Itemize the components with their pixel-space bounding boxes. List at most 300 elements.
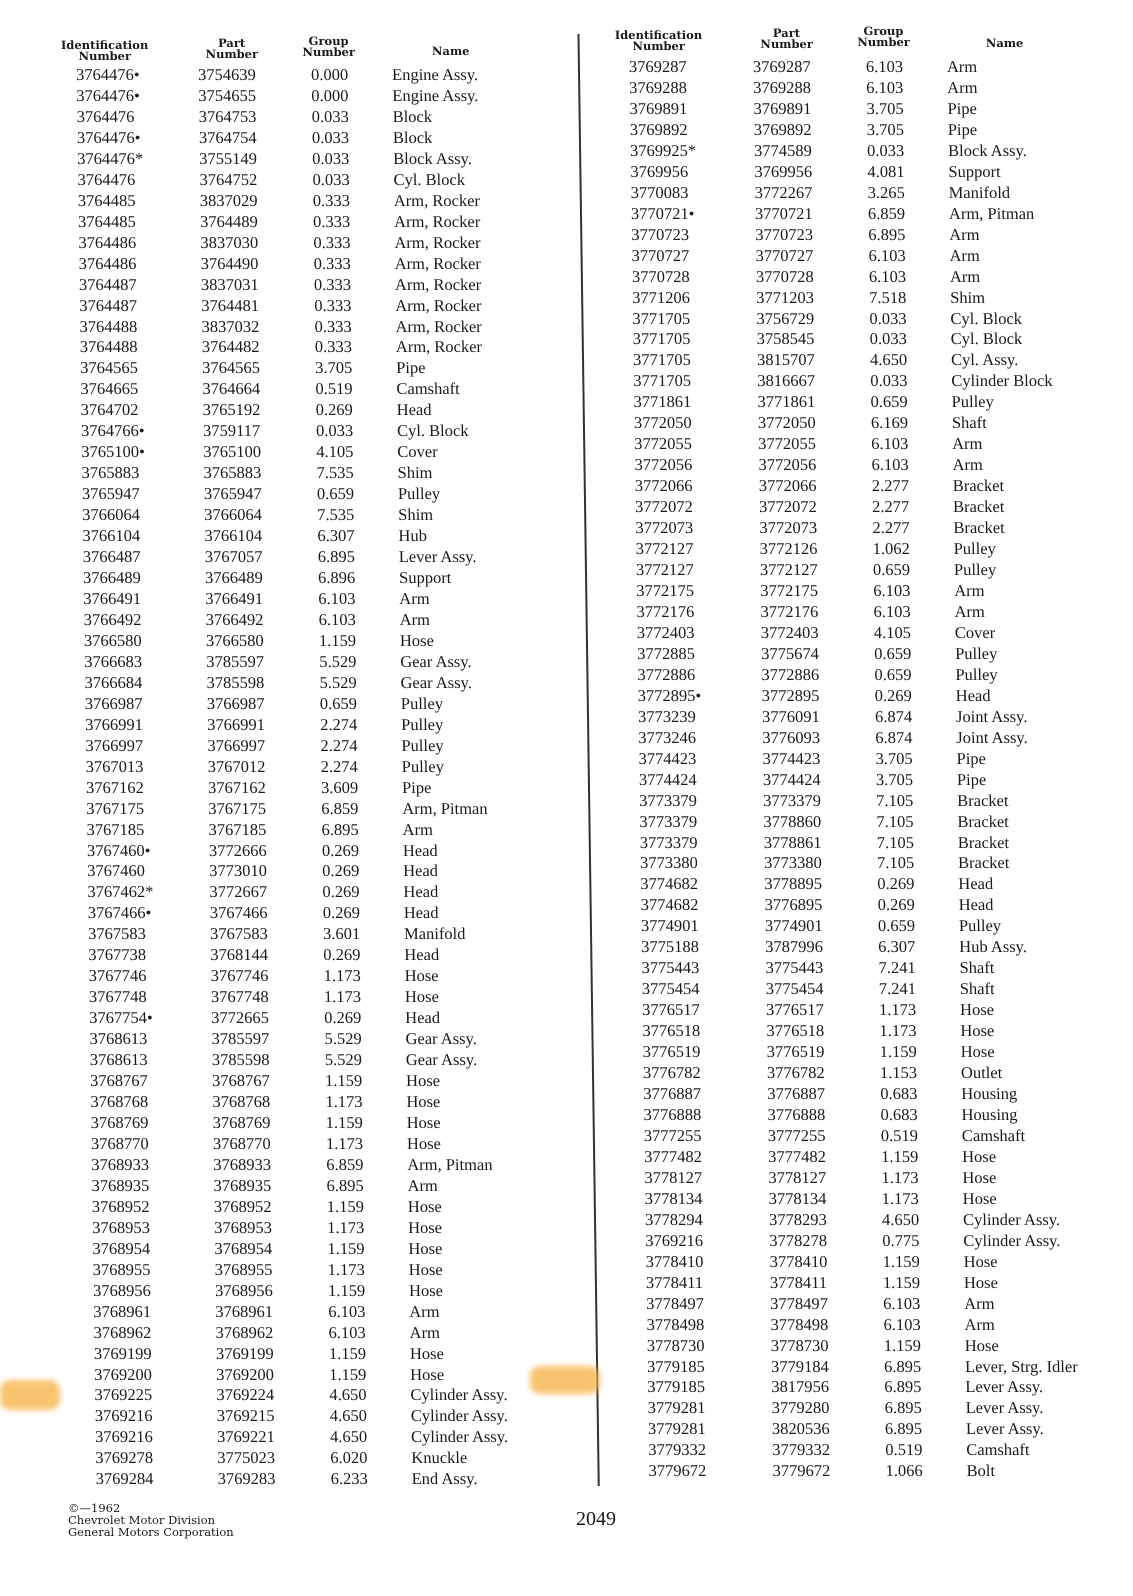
group-number: 0.333 — [314, 295, 352, 315]
group-number: 2.274 — [319, 714, 358, 734]
part-number: 3767466 — [209, 903, 268, 923]
group-number: 0.333 — [312, 190, 351, 210]
part-name: Bracket — [957, 811, 1009, 831]
identification-number: 3777255 — [643, 1125, 702, 1145]
part-name: Block — [392, 106, 433, 126]
part-name: Hose — [404, 966, 439, 986]
copyright-year: ©—1962 — [68, 1501, 121, 1515]
part-number: 3768769 — [212, 1113, 271, 1132]
group-number: 6.103 — [868, 266, 907, 286]
header-group-number: Group Number — [857, 24, 910, 49]
group-number: 1.159 — [881, 1146, 919, 1166]
part-name: Arm, Pitman — [948, 203, 1035, 223]
identification-number: 3766491 — [83, 589, 142, 608]
part-number: 3776517 — [765, 1000, 824, 1020]
identification-number: 3779281 — [647, 1419, 706, 1439]
part-number: 3776888 — [767, 1105, 826, 1124]
part-name: Lever, Strg. Idler — [964, 1356, 1078, 1376]
identification-number: 3770727 — [631, 245, 690, 265]
group-number: 2.277 — [872, 518, 910, 538]
part-number: 3837031 — [200, 274, 259, 294]
part-name: Cylinder Block — [951, 371, 1053, 391]
part-name: Arm, Rocker — [393, 190, 481, 210]
identification-number: 3766489 — [82, 568, 141, 588]
part-name: Housing — [961, 1105, 1018, 1124]
group-number: 6.895 — [884, 1398, 922, 1418]
group-number: 1.159 — [327, 1280, 366, 1300]
part-name: Pulley — [401, 735, 444, 755]
part-name: Gear Assy. — [400, 672, 473, 692]
group-number: 7.241 — [878, 958, 916, 978]
group-number: 1.159 — [325, 1113, 363, 1132]
group-number: 6.103 — [318, 609, 356, 629]
header-name: Name — [431, 44, 470, 58]
group-number: 3.705 — [875, 748, 913, 768]
group-number: 0.519 — [885, 1440, 923, 1460]
part-number: 3774423 — [762, 748, 821, 768]
part-name: Hose — [964, 1335, 999, 1355]
part-name: Hose — [410, 1364, 445, 1384]
part-number: 3778293 — [768, 1209, 827, 1229]
part-number: 3764489 — [199, 211, 258, 231]
part-number: 3758545 — [756, 329, 815, 349]
identification-number: 3776518 — [642, 1021, 701, 1041]
part-name: Pulley — [397, 484, 441, 504]
group-number: 7.535 — [316, 463, 354, 483]
group-number: 0.659 — [873, 643, 912, 663]
group-number: 1.173 — [323, 966, 361, 986]
part-number: 3759117 — [202, 421, 261, 441]
part-name: Hose — [962, 1167, 997, 1187]
identification-number: 3772073 — [635, 518, 694, 538]
group-number: 1.173 — [327, 1259, 365, 1279]
part-number: 3764565 — [202, 358, 261, 378]
part-name: Hose — [408, 1217, 443, 1237]
part-name: Shim — [398, 505, 434, 525]
part-number: 3768956 — [214, 1280, 273, 1300]
part-number: 3769892 — [753, 119, 812, 139]
group-number: 1.066 — [885, 1461, 923, 1481]
group-number: 1.173 — [881, 1167, 919, 1187]
part-name: Arm — [946, 57, 978, 76]
identification-number: 3768770 — [90, 1133, 149, 1153]
identification-number: 3772066 — [634, 476, 693, 496]
identification-number: 3778134 — [644, 1188, 703, 1208]
group-number: 1.153 — [879, 1063, 918, 1083]
group-number: 5.529 — [319, 651, 357, 671]
identification-number: 3778410 — [645, 1251, 704, 1271]
group-number: 3.609 — [320, 777, 359, 797]
part-number: 3778861 — [763, 832, 822, 852]
group-number: 0.000 — [310, 65, 349, 84]
part-name: Arm — [947, 77, 978, 97]
group-number: 3.705 — [875, 769, 914, 789]
part-number: 3778278 — [769, 1230, 828, 1250]
group-number: 0.033 — [315, 421, 354, 441]
part-name: Block Assy. — [393, 148, 473, 168]
part-number: 3837029 — [199, 190, 258, 210]
part-name: Lever Assy. — [965, 1398, 1044, 1418]
part-name: Cylinder Assy. — [962, 1209, 1061, 1229]
group-number: 0.000 — [311, 85, 349, 105]
part-name: Gear Assy. — [405, 1050, 478, 1070]
group-number: 4.105 — [873, 622, 912, 642]
identification-number: 3772895• — [637, 685, 702, 705]
group-number: 6.896 — [317, 568, 356, 588]
part-number: 3772073 — [759, 518, 818, 538]
publisher-corporation: General Motors Corporation — [68, 1525, 234, 1539]
part-name: Bracket — [957, 832, 1010, 852]
part-number: 3770721 — [754, 203, 813, 223]
part-name: Housing — [961, 1084, 1018, 1104]
part-number: 3766489 — [204, 568, 263, 588]
group-number: 3.265 — [867, 182, 905, 202]
group-number: 1.173 — [327, 1217, 365, 1237]
identification-number: 3770723 — [631, 224, 690, 244]
group-number: 6.103 — [868, 245, 906, 265]
part-number: 3768770 — [212, 1133, 271, 1153]
group-number: 4.650 — [329, 1406, 368, 1426]
group-number: 0.659 — [874, 664, 912, 684]
group-number: 3.705 — [315, 358, 353, 378]
identification-number: 3775443 — [641, 958, 700, 978]
part-name: Pipe — [956, 769, 987, 789]
identification-number: 3766487 — [82, 547, 141, 567]
identification-number: 3779185 — [647, 1377, 706, 1397]
group-number: 0.683 — [880, 1084, 918, 1104]
part-name: Hose — [404, 987, 439, 1007]
identification-number: 3770728 — [631, 266, 690, 286]
identification-number: 3778730 — [646, 1335, 705, 1355]
identification-number: 3764476 — [77, 169, 136, 189]
group-number: 1.062 — [872, 539, 910, 559]
identification-number: 3779672 — [648, 1461, 707, 1481]
identification-number: 3765883 — [81, 463, 140, 483]
part-number: 3765883 — [203, 463, 262, 483]
part-number: 3776518 — [766, 1021, 825, 1041]
identification-number: 3774901 — [640, 916, 699, 936]
part-name: Head — [958, 895, 994, 915]
identification-number: 3772176 — [636, 601, 695, 621]
part-number: 3775674 — [760, 643, 820, 663]
part-number: 3772667 — [209, 882, 268, 902]
group-number: 0.033 — [311, 127, 350, 147]
group-number: 1.159 — [883, 1335, 922, 1355]
group-number: 7.105 — [876, 811, 914, 831]
part-name: Cyl. Block — [950, 308, 1023, 328]
identification-number: 3774424 — [638, 769, 697, 789]
part-number: 3776895 — [764, 895, 823, 915]
identification-number: 3773239 — [637, 706, 696, 726]
identification-number: 3771206 — [632, 287, 691, 307]
part-name: Hose — [406, 1113, 441, 1132]
part-name: Arm — [409, 1322, 440, 1342]
part-name: Hose — [963, 1272, 998, 1292]
part-number: 3765192 — [202, 400, 261, 420]
part-number: 3768952 — [213, 1196, 272, 1216]
part-number: 3764754 — [198, 127, 257, 147]
group-number: 6.103 — [873, 581, 911, 600]
identification-number: 3764665 — [80, 379, 139, 399]
part-name: Bracket — [952, 476, 1005, 496]
identification-number: 3769216 — [94, 1427, 153, 1447]
part-number: 3771203 — [756, 287, 815, 307]
identification-number: 3767185 — [86, 819, 145, 839]
identification-number: 3764702 — [80, 400, 139, 420]
part-name: Gear Assy. — [400, 651, 472, 671]
group-number: 1.159 — [327, 1238, 365, 1258]
part-number: 3769283 — [217, 1469, 276, 1489]
identification-number: 3768954 — [92, 1238, 151, 1258]
group-number: 2.277 — [871, 476, 910, 496]
part-number: 3769287 — [752, 57, 811, 76]
identification-number: 3769956 — [630, 161, 689, 181]
part-number: 3771861 — [757, 392, 816, 412]
group-number: 1.173 — [879, 1021, 917, 1041]
group-number: 0.659 — [870, 392, 908, 412]
part-name: Support — [398, 568, 452, 588]
group-number: 0.269 — [322, 882, 360, 902]
identification-number: 3769288 — [629, 77, 688, 97]
identification-number: 3772055 — [634, 434, 693, 454]
part-number: 3785597 — [211, 1029, 270, 1049]
group-number: 0.269 — [324, 1008, 362, 1028]
group-number: 1.173 — [878, 1000, 917, 1020]
highlighter-mark — [530, 1366, 600, 1394]
identification-number: 3779281 — [647, 1398, 706, 1418]
identification-number: 3768952 — [91, 1196, 150, 1216]
part-name: Shaft — [959, 979, 995, 999]
group-number: 2.274 — [320, 735, 358, 755]
part-number: 3768962 — [215, 1322, 274, 1342]
group-number: 0.033 — [312, 148, 350, 168]
part-name: Head — [396, 400, 432, 420]
part-name: End Assy. — [411, 1469, 478, 1489]
group-number: 1.159 — [326, 1196, 365, 1216]
identification-number: 3769216 — [94, 1406, 153, 1426]
part-name: Arm — [949, 266, 981, 286]
part-number: 3768768 — [212, 1092, 271, 1112]
identification-number: 3778127 — [644, 1167, 703, 1187]
part-name: Hose — [407, 1196, 442, 1216]
part-name: Arm — [964, 1293, 995, 1313]
group-number: 6.103 — [883, 1293, 921, 1313]
identification-number: 3772127 — [635, 539, 694, 559]
part-name: Engine Assy. — [391, 65, 479, 84]
part-name: Pulley — [951, 392, 994, 412]
header-identification-number: Identification Number — [60, 38, 149, 63]
part-number: 3777482 — [768, 1146, 827, 1166]
identification-number: 3764476• — [75, 65, 140, 84]
group-number: 0.333 — [312, 211, 351, 231]
group-number: 0.033 — [312, 169, 350, 189]
group-number: 6.103 — [873, 601, 911, 621]
part-number: 3772050 — [757, 413, 816, 433]
copyright-notice — [68, 1502, 234, 1538]
part-number: 3768144 — [210, 945, 269, 965]
identification-number: 3767462* — [87, 882, 154, 902]
part-number: 3769288 — [753, 77, 812, 97]
part-number: 3772056 — [758, 455, 817, 475]
part-name: Hose — [960, 1021, 995, 1041]
part-number: 3770727 — [755, 245, 814, 265]
identification-number: 3768962 — [93, 1322, 152, 1342]
identification-number: 3773379 — [639, 832, 698, 852]
part-number: 3785598 — [206, 672, 265, 692]
part-name: Bracket — [957, 853, 1010, 873]
identification-number: 3777482 — [644, 1146, 703, 1166]
group-number: 6.874 — [874, 706, 913, 726]
group-number: 4.650 — [329, 1427, 368, 1447]
group-number: 6.895 — [317, 547, 356, 567]
identification-number: 3764486 — [78, 253, 137, 273]
part-number: 3837030 — [200, 232, 259, 252]
identification-number: 3769199 — [93, 1343, 152, 1363]
identification-number: 3768767 — [89, 1071, 148, 1091]
part-number: 3776093 — [762, 727, 821, 747]
part-name: Block — [392, 127, 433, 147]
part-number: 3777255 — [767, 1125, 826, 1145]
identification-number: 3766683 — [84, 651, 143, 671]
identification-number: 3764488 — [79, 337, 138, 357]
group-number: 1.173 — [325, 1092, 363, 1112]
part-name: Hose — [405, 1071, 441, 1091]
group-number: 4.650 — [869, 350, 908, 370]
publisher-division: Chevrolet Motor Division — [68, 1513, 216, 1527]
part-name: Pipe — [947, 98, 977, 118]
part-number: 3772127 — [759, 560, 818, 580]
part-number: 3772176 — [760, 601, 819, 621]
part-number: 3764482 — [201, 337, 260, 357]
part-number: 3767185 — [208, 819, 267, 839]
group-number: 5.529 — [324, 1050, 363, 1070]
identification-number: 3764766• — [80, 421, 145, 441]
part-name: Arm, Rocker — [393, 211, 481, 231]
part-number: 3778730 — [770, 1335, 829, 1355]
identification-number: 3773380 — [639, 853, 698, 873]
part-number: 3767057 — [204, 547, 263, 567]
part-name: Arm — [949, 245, 980, 265]
part-number: 3785597 — [206, 651, 265, 671]
part-number: 3779332 — [772, 1440, 831, 1460]
identification-number: 3776519 — [642, 1042, 701, 1062]
identification-number: 3778497 — [646, 1293, 705, 1313]
part-number: 3776782 — [766, 1063, 825, 1083]
part-name: Hose — [408, 1259, 443, 1279]
part-number: 3764490 — [200, 253, 259, 273]
identification-number: 3770721• — [630, 203, 695, 223]
part-name: Pulley — [958, 916, 1002, 936]
part-number: 3765100 — [203, 442, 262, 462]
part-number: 3768933 — [213, 1154, 272, 1174]
group-number: 0.683 — [880, 1105, 918, 1124]
part-name: Arm, Rocker — [395, 337, 483, 357]
identification-number: 3778294 — [644, 1209, 703, 1229]
group-number: 0.333 — [313, 253, 351, 273]
part-name: Arm, Pitman — [407, 1154, 493, 1174]
part-number: 3773010 — [209, 861, 268, 881]
part-name: Cylinder Assy. — [410, 1406, 508, 1426]
group-number: 0.269 — [322, 861, 360, 881]
identification-number: 3769925* — [629, 140, 697, 160]
part-name: Pipe — [396, 358, 426, 378]
part-name: Lever Assy. — [398, 547, 477, 567]
group-number: 0.269 — [874, 685, 912, 705]
group-number: 4.650 — [881, 1209, 920, 1229]
identification-number: 3764565 — [80, 358, 139, 378]
part-number: 3816667 — [757, 371, 816, 391]
group-number: 0.033 — [870, 371, 908, 391]
group-number: 0.033 — [869, 329, 907, 349]
part-number: 3773380 — [763, 853, 822, 873]
part-name: Arm — [399, 609, 431, 629]
part-number: 3778411 — [769, 1272, 828, 1292]
part-name: Pulley — [401, 756, 445, 776]
group-number: 1.159 — [882, 1251, 920, 1271]
part-number: 3767583 — [209, 924, 268, 944]
part-name: Manifold — [403, 924, 466, 944]
group-number: 6.895 — [868, 224, 906, 244]
part-name: Hose — [408, 1238, 443, 1258]
header-part-number: Part Number — [760, 26, 813, 51]
part-name: Joint Assy. — [956, 727, 1028, 747]
group-number: 4.081 — [867, 161, 905, 181]
identification-number: 3767583 — [87, 924, 146, 944]
part-number: 3770723 — [755, 224, 814, 244]
part-number: 3778127 — [768, 1167, 827, 1187]
part-number: 3766064 — [204, 505, 263, 525]
group-number: 4.650 — [329, 1385, 367, 1405]
part-number: 3765947 — [203, 484, 262, 504]
group-number: 1.159 — [329, 1364, 367, 1384]
header-identification-number: Identification Number — [614, 28, 703, 53]
part-number: 3772066 — [758, 476, 817, 496]
part-name: Cover — [954, 622, 996, 642]
part-number: 3774424 — [762, 769, 821, 789]
part-name: Hub — [398, 526, 428, 546]
part-number: 3779184 — [770, 1356, 829, 1376]
identification-number: 3771705 — [632, 350, 691, 370]
part-number: 3764664 — [202, 379, 261, 399]
part-number: 3767162 — [207, 777, 266, 797]
part-name: Pulley — [953, 560, 997, 580]
group-number: 7.105 — [876, 853, 915, 873]
group-number: 0.659 — [877, 916, 916, 936]
group-number: 1.159 — [318, 630, 357, 650]
identification-number: 3772072 — [634, 497, 693, 517]
group-number: 1.159 — [882, 1272, 921, 1292]
part-number: 3768954 — [214, 1238, 273, 1258]
part-name: Arm — [402, 819, 433, 839]
header-group-number: Group Number — [302, 34, 356, 59]
identification-number: 3768961 — [93, 1301, 152, 1321]
identification-number: 3775454 — [641, 979, 700, 999]
group-number: 1.173 — [881, 1188, 919, 1208]
part-name: Manifold — [948, 182, 1011, 202]
group-number: 1.159 — [879, 1042, 917, 1062]
part-name: Hose — [409, 1343, 444, 1363]
identification-number: 3766580 — [83, 630, 142, 650]
part-name: Knuckle — [411, 1448, 468, 1468]
part-name: Hose — [962, 1188, 997, 1208]
group-number: 0.775 — [882, 1230, 920, 1250]
part-name: Joint Assy. — [955, 706, 1028, 726]
part-number: 3772666 — [208, 840, 267, 860]
part-number: 3775454 — [765, 979, 824, 999]
group-number: 0.333 — [313, 232, 351, 252]
part-number: 3772665 — [211, 1008, 270, 1028]
part-number: 3768953 — [214, 1217, 273, 1237]
